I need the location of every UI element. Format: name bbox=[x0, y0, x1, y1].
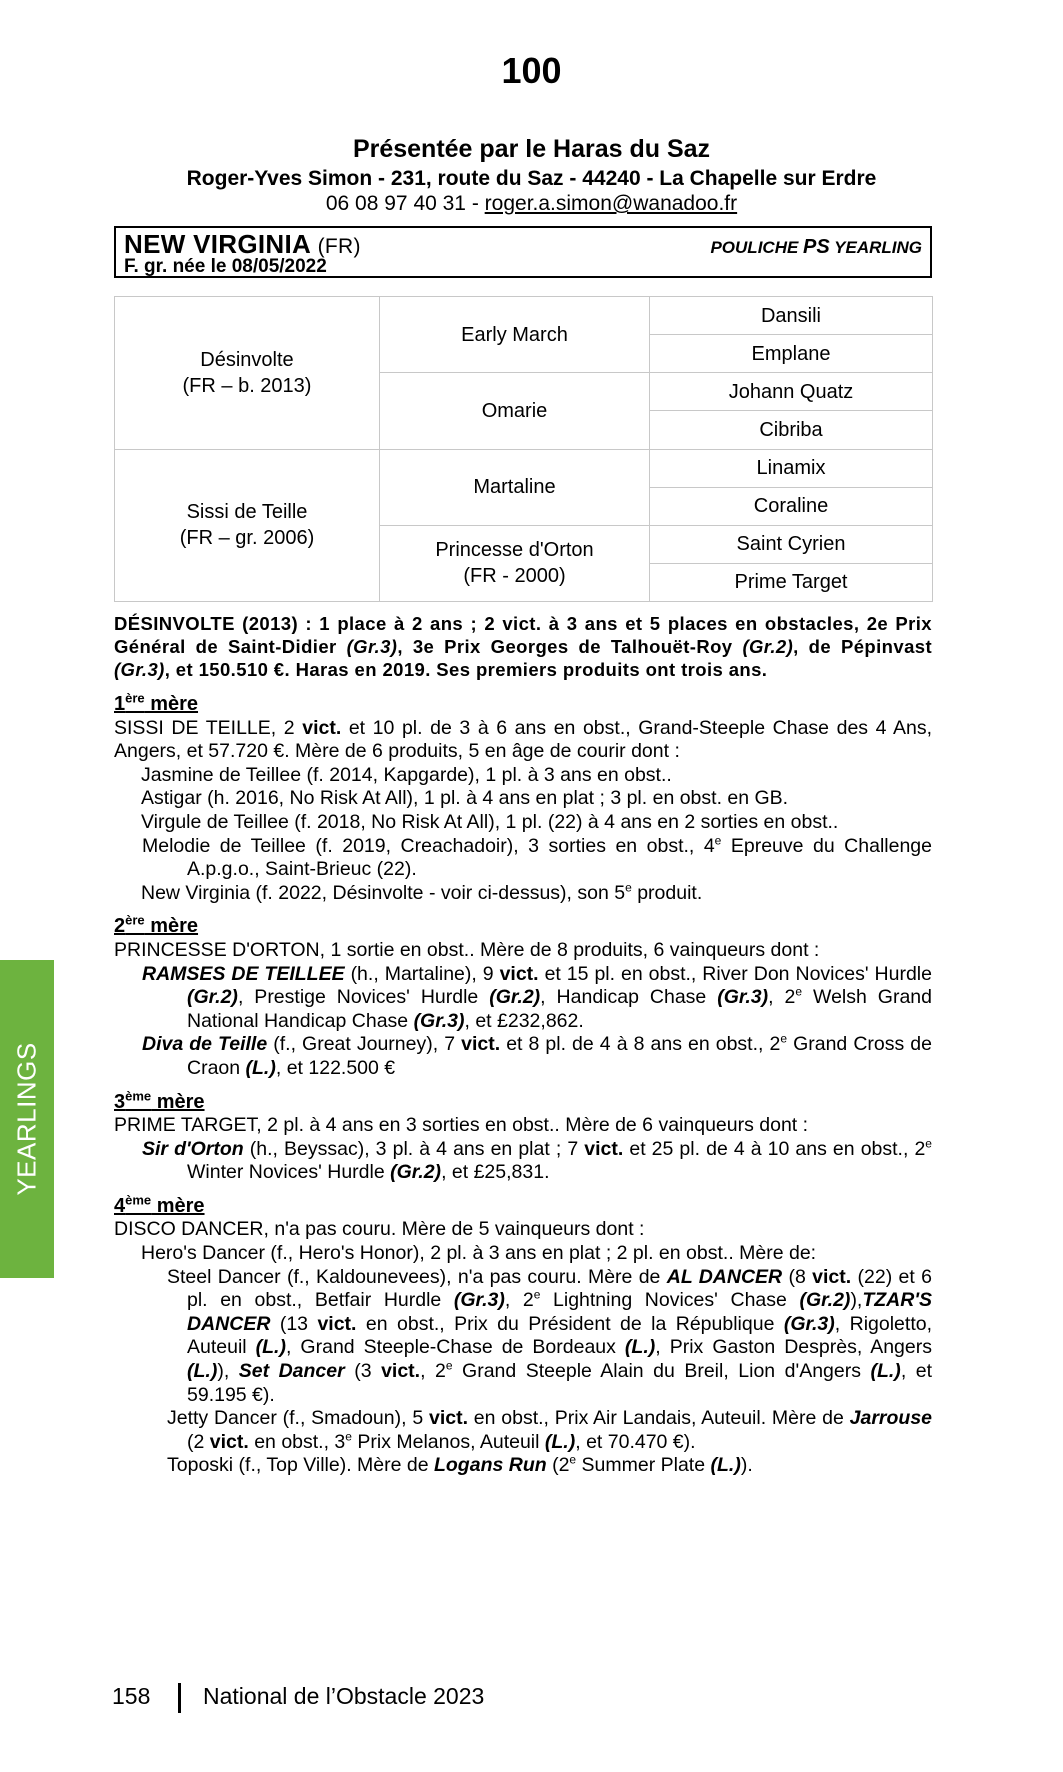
text: , Handicap Chase bbox=[540, 986, 718, 1009]
dam-name: Sissi de Teille bbox=[186, 501, 308, 524]
produce-item bbox=[114, 963, 932, 1034]
category-age: YEARLING bbox=[834, 238, 922, 257]
pedigree-ss: Early March bbox=[380, 297, 650, 373]
gen-word: mère bbox=[151, 1194, 205, 1217]
produce-item bbox=[114, 882, 932, 906]
text: , et £25,831. bbox=[441, 1161, 550, 1184]
text: (3 bbox=[344, 1360, 382, 1383]
dam-record bbox=[114, 717, 932, 764]
produce-item: Astigar (h. 2016, No Risk At All), 1 pl. à 4 ans en plat ; 3 pl. en obst. en GB. bbox=[141, 787, 789, 810]
pedigree-ddd: Prime Target bbox=[650, 563, 933, 601]
pedigree-ssd: Emplane bbox=[650, 335, 933, 373]
category-sex: POULICHE bbox=[710, 238, 799, 257]
text: (13 bbox=[270, 1312, 318, 1335]
section-tab-label: YEARLINGS bbox=[11, 1042, 42, 1196]
vict: vict. bbox=[381, 1360, 421, 1383]
horse-name: RAMSES DE TEILLEE bbox=[142, 962, 345, 985]
pedigree-ds: Martaline bbox=[380, 449, 650, 525]
text: ), bbox=[850, 1289, 863, 1312]
pedigree-dsd: Coraline bbox=[650, 487, 933, 525]
intro-text: , et 150.510 €. Haras en 2019. Ses premiers produits ont trois ans. bbox=[164, 659, 768, 680]
page-footer bbox=[112, 1683, 484, 1713]
horse-name: Logans Run bbox=[433, 1454, 547, 1477]
text: et 25 pl. de 4 à 10 ans en obst., 2 bbox=[623, 1137, 926, 1160]
intro-text: , 3e Prix Georges de Talhouët-Roy bbox=[397, 636, 743, 657]
dd-name: Princesse d'Orton bbox=[435, 539, 594, 562]
sup: e bbox=[445, 1358, 453, 1373]
text: Summer Plate bbox=[576, 1454, 711, 1477]
text: ), bbox=[217, 1360, 239, 1383]
pedigree-sd: Omarie bbox=[380, 373, 650, 449]
vict: vict. bbox=[461, 1033, 501, 1056]
intro-text: , de Pépinvast bbox=[793, 636, 933, 657]
text: , Rigoletto, Auteuil bbox=[187, 1312, 932, 1359]
horse-name: Sir d'Orton bbox=[142, 1137, 244, 1160]
horse-name: Diva de Teille bbox=[142, 1033, 268, 1056]
text: , Prestige Novices' Hurdle bbox=[237, 986, 490, 1009]
vict: vict. bbox=[499, 962, 539, 985]
pedigree-sdd: Cibriba bbox=[650, 411, 933, 449]
text: Melodie de Teillee (f. 2019, Creachadoir), 3 sorties en obst., 4 bbox=[142, 834, 715, 857]
section-tab bbox=[0, 960, 54, 1278]
pedigree-sire bbox=[115, 297, 380, 450]
text: , 2 bbox=[768, 986, 796, 1009]
sire-name: Désinvolte bbox=[200, 348, 294, 371]
pedigree-dd bbox=[380, 525, 650, 601]
horse-name: Set Dancer bbox=[238, 1360, 345, 1383]
grade: (Gr.2) bbox=[187, 986, 238, 1009]
gen-sup: ère bbox=[125, 690, 145, 706]
pedigree-table bbox=[114, 296, 933, 602]
vict: vict. bbox=[584, 1137, 624, 1160]
text: (h., Martaline), 9 bbox=[344, 962, 500, 985]
text: Winter Novices' Hurdle bbox=[187, 1161, 391, 1184]
text: Epreuve du Challenge A.p.g.o., Saint-Brieuc (22). bbox=[187, 834, 932, 881]
grade: (Gr.2) bbox=[742, 636, 794, 657]
text: Grand Steeple Alain du Breil, Lion d'Angers bbox=[452, 1360, 871, 1383]
gen-sup: ème bbox=[125, 1087, 152, 1103]
text: Steel Dancer (f., Kaldounevees), n'a pas couru. Mère de bbox=[167, 1265, 667, 1288]
text: Jetty Dancer (f., Smadoun), 5 bbox=[167, 1407, 429, 1430]
gen-number: 2 bbox=[114, 915, 126, 938]
grade: (L.) bbox=[870, 1360, 901, 1383]
text: , et 70.470 €). bbox=[575, 1430, 696, 1453]
text: Toposki (f., Top Ville). Mère de bbox=[167, 1454, 434, 1477]
sire-record bbox=[114, 612, 932, 681]
address: Roger-Yves Simon - 231, route du Saz - 44240 - La Chapelle sur Erdre bbox=[186, 167, 877, 190]
produce-record bbox=[114, 612, 932, 1478]
text: ). bbox=[740, 1454, 753, 1477]
dam-info: (FR – gr. 2006) bbox=[179, 527, 315, 550]
grade: (L.) bbox=[255, 1336, 286, 1359]
sup: e bbox=[780, 1031, 788, 1046]
horse-birth: F. gr. née le 08/05/2022 bbox=[124, 256, 327, 277]
grade: (Gr.2) bbox=[489, 986, 541, 1009]
grade: (Gr.3) bbox=[413, 1009, 465, 1032]
grade: (Gr.3) bbox=[783, 1312, 835, 1335]
category-ps: PS bbox=[803, 236, 830, 258]
dam-record: PRINCESSE D'ORTON, 1 sortie en obst.. Mère de 8 produits, 6 vainqueurs dont : bbox=[114, 938, 820, 961]
text: SISSI DE TEILLE, 2 bbox=[114, 716, 303, 739]
gen-sup: ère bbox=[125, 912, 145, 928]
grade: (Gr.2) bbox=[799, 1289, 851, 1312]
pedigree-sss: Dansili bbox=[650, 297, 933, 335]
lot-number: 100 bbox=[501, 50, 562, 91]
text: (2 bbox=[546, 1454, 570, 1477]
horse-category bbox=[710, 236, 922, 259]
produce-item: Jasmine de Teillee (f. 2014, Kapgarde), 1 pl. à 3 ans en obst.. bbox=[141, 763, 672, 786]
dam-record: PRIME TARGET, 2 pl. à 4 ans en 3 sorties en obst.. Mère de 6 vainqueurs dont : bbox=[114, 1114, 809, 1137]
produce-item bbox=[114, 1138, 932, 1185]
grade: (Gr.3) bbox=[346, 636, 398, 657]
grade: (L.) bbox=[187, 1360, 218, 1383]
page-number: 158 bbox=[112, 1683, 151, 1710]
text: , et £232,862. bbox=[464, 1009, 584, 1032]
phone: 06 08 97 40 31 - bbox=[325, 192, 479, 215]
sup: e bbox=[714, 833, 722, 848]
text: , et 59.195 €). bbox=[187, 1360, 932, 1406]
text: et 15 pl. en obst., River Don Novices' Hurdle bbox=[538, 962, 932, 985]
vict: vict. bbox=[428, 1407, 468, 1430]
grade: (L.) bbox=[544, 1430, 576, 1453]
produce-item bbox=[114, 835, 932, 882]
gen-sup: ème bbox=[125, 1192, 152, 1208]
text: et 10 pl. de 3 à 6 ans en obst., Grand-Steeple Chase des 4 Ans, Angers, et 57.720 €. Mère de 6 produits, 5 en âge de courir dont : bbox=[114, 716, 932, 763]
text: en obst., 3 bbox=[248, 1430, 346, 1453]
text: Prix Melanos, Auteuil bbox=[351, 1430, 545, 1453]
grade: (Gr.3) bbox=[453, 1289, 505, 1312]
produce-item bbox=[114, 1407, 932, 1454]
footer-divider bbox=[178, 1683, 181, 1713]
pedigree-sds: Johann Quatz bbox=[650, 373, 933, 411]
grade: (L.) bbox=[245, 1056, 276, 1079]
text: , et 122.500 € bbox=[275, 1056, 396, 1079]
text: Lightning Novices' Chase bbox=[540, 1289, 800, 1312]
text: , Prix Gaston Desprès, Angers bbox=[655, 1336, 932, 1359]
produce-item: Hero's Dancer (f., Hero's Honor), 2 pl. à 3 ans en plat ; 2 pl. en obst.. Mère de: bbox=[141, 1242, 817, 1265]
pedigree-dss: Linamix bbox=[650, 449, 933, 487]
produce-item bbox=[114, 1454, 932, 1478]
grade: (Gr.3) bbox=[114, 659, 165, 680]
text: (h., Beyssac), 3 pl. à 4 ans en plat ; 7 bbox=[243, 1137, 585, 1160]
heading-2nd-dam bbox=[114, 912, 932, 939]
sup: e bbox=[569, 1452, 577, 1467]
text: (2 bbox=[187, 1430, 210, 1453]
presenter: Présentée par le Haras du Saz bbox=[352, 135, 711, 163]
text: produit. bbox=[631, 881, 703, 904]
dd-info: (FR - 2000) bbox=[463, 565, 566, 588]
sup: e bbox=[625, 880, 632, 895]
grade: (Gr.2) bbox=[390, 1161, 442, 1184]
sup: e bbox=[925, 1136, 932, 1151]
text: , 2 bbox=[420, 1360, 446, 1383]
horse-name: TZAR'S DANCER bbox=[187, 1289, 932, 1335]
text: New Virginia (f. 2022, Désinvolte - voir ci-dessus), son 5 bbox=[141, 881, 626, 904]
gen-number: 1 bbox=[114, 693, 126, 715]
horse-name: AL DANCER bbox=[666, 1265, 783, 1288]
horse-title-box bbox=[114, 226, 932, 278]
dam-record: DISCO DANCER, n'a pas couru. Mère de 5 vainqueurs dont : bbox=[114, 1218, 645, 1241]
publication-title: National de l’Obstacle 2023 bbox=[203, 1683, 485, 1710]
vict: vict. bbox=[209, 1430, 249, 1453]
grade: (L.) bbox=[710, 1454, 741, 1477]
vict: vict. bbox=[812, 1265, 852, 1288]
text: , 2 bbox=[504, 1289, 534, 1312]
vict: vict. bbox=[302, 716, 342, 739]
sire-info: (FR – b. 2013) bbox=[182, 374, 312, 397]
text: (8 bbox=[782, 1265, 813, 1288]
sup: e bbox=[345, 1429, 352, 1444]
text: et 8 pl. de 4 à 8 ans en obst., 2 bbox=[500, 1033, 781, 1056]
gen-number: 3 bbox=[114, 1090, 126, 1113]
contact bbox=[0, 192, 1063, 216]
text: (22) et 6 pl. en obst., Betfair Hurdle bbox=[187, 1265, 932, 1312]
horse-name: NEW VIRGINIA bbox=[124, 229, 311, 259]
email-link[interactable]: roger.a.simon@wanadoo.fr bbox=[484, 192, 738, 215]
gen-word: mère bbox=[151, 1090, 205, 1113]
vict: vict. bbox=[317, 1312, 357, 1335]
text: , Grand Steeple-Chase de Bordeaux bbox=[285, 1336, 625, 1359]
gen-word: mère bbox=[144, 693, 199, 715]
text: (f., Great Journey), 7 bbox=[267, 1033, 462, 1056]
text: en obst., Prix Air Landais, Auteuil. Mère de bbox=[468, 1407, 850, 1430]
horse-name: Jarrouse bbox=[849, 1407, 933, 1430]
gen-word: mère bbox=[144, 915, 199, 938]
text: en obst., Prix du Président de la République bbox=[356, 1312, 784, 1335]
text: Grand Cross de Craon bbox=[187, 1033, 933, 1079]
horse-origin: (FR) bbox=[317, 235, 361, 258]
grade: (L.) bbox=[624, 1336, 656, 1359]
sup: e bbox=[795, 984, 803, 999]
pedigree-dds: Saint Cyrien bbox=[650, 525, 933, 563]
pedigree-dam bbox=[115, 449, 380, 602]
produce-item bbox=[114, 1266, 932, 1408]
intro-text: DÉSINVOLTE (2013) : 1 place à 2 ans ; 2 vict. à 3 ans et 5 places en obstacles, 2e Prix Général de Saint-Didier bbox=[114, 613, 932, 657]
text: Welsh Grand National Handicap Chase bbox=[187, 986, 932, 1032]
heading-3rd-dam bbox=[114, 1087, 932, 1115]
grade: (Gr.3) bbox=[717, 986, 769, 1009]
heading-4th-dam bbox=[114, 1192, 932, 1219]
sup: e bbox=[533, 1287, 541, 1302]
produce-item bbox=[114, 1033, 932, 1080]
produce-item: Virgule de Teillee (f. 2018, No Risk At All), 1 pl. (22) à 4 ans en 2 sorties en obst.. bbox=[141, 810, 839, 833]
gen-number: 4 bbox=[114, 1194, 126, 1217]
heading-1st-dam bbox=[114, 690, 932, 717]
